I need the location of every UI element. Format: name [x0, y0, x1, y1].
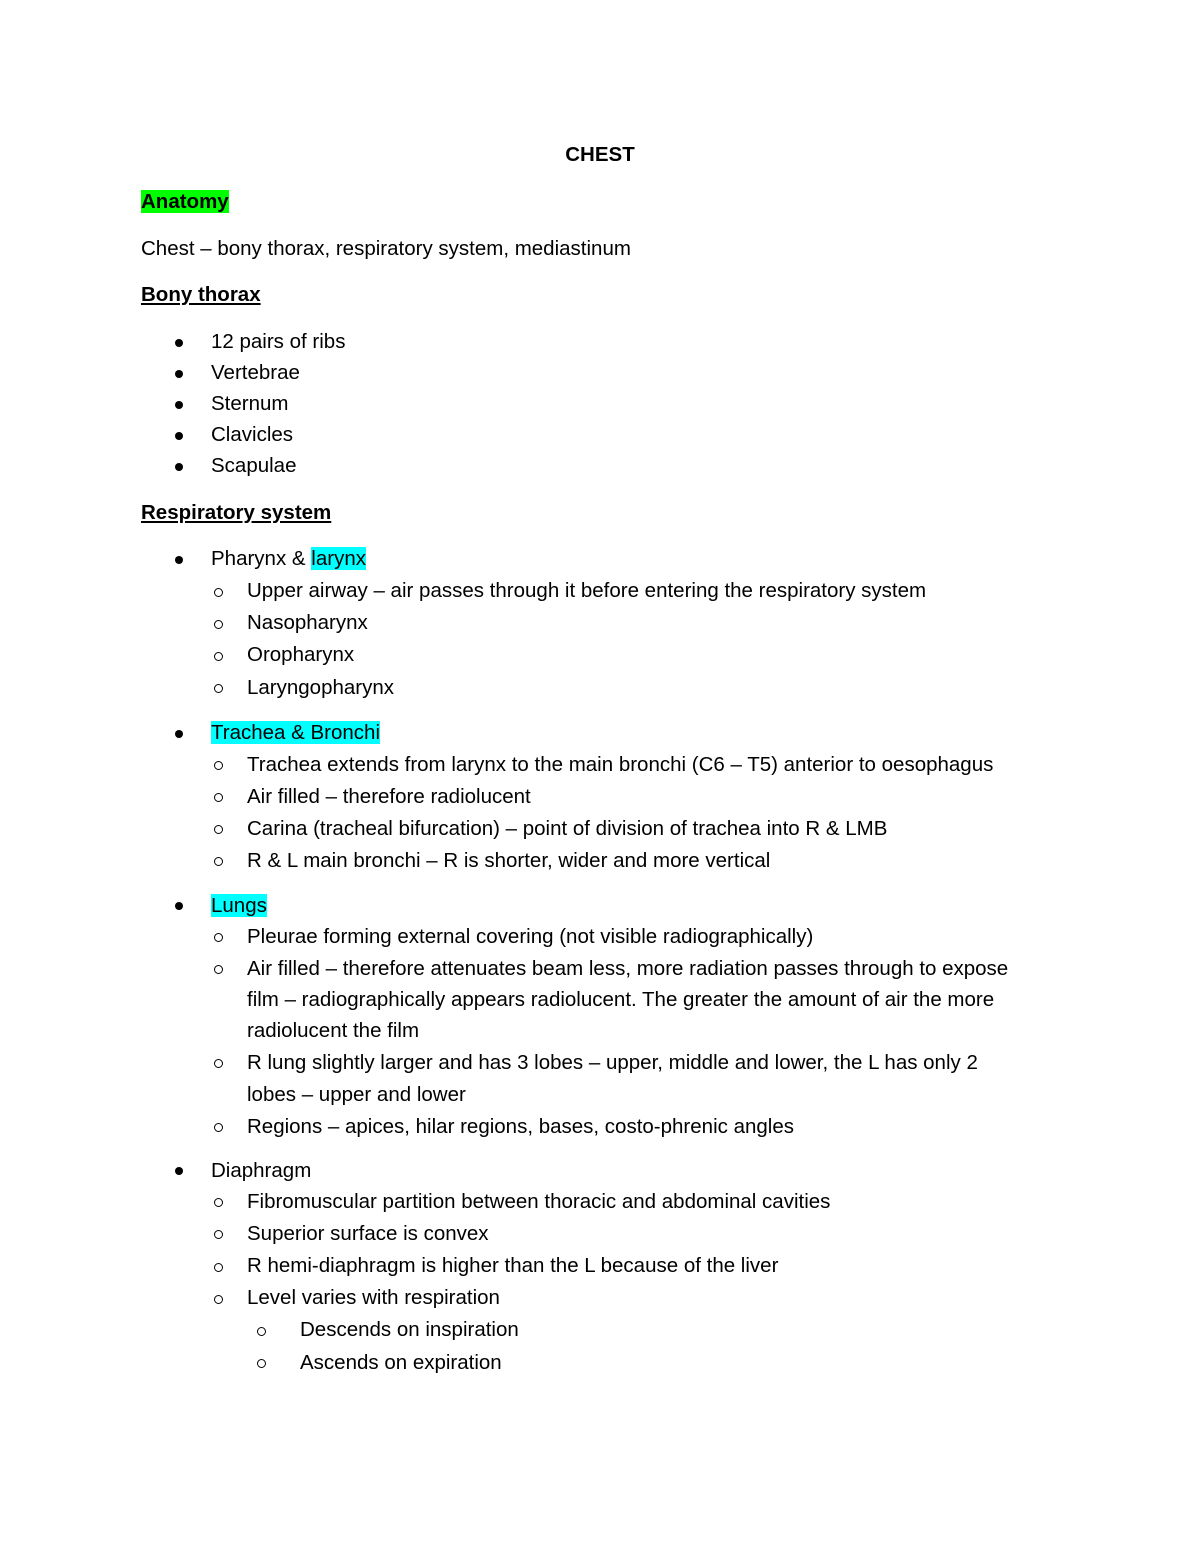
- bullet-icon: [175, 370, 183, 378]
- sub-list-item: Trachea extends from larynx to the main bronchi (C6 – T5) anterior to oesophagus: [247, 753, 994, 776]
- document-title: CHEST: [565, 143, 635, 166]
- sub-sub-list-item: Descends on inspiration: [300, 1318, 519, 1341]
- sub-list-item-line: radiolucent the film: [247, 1019, 420, 1042]
- sub-list-item: R & L main bronchi – R is shorter, wider and more vertical: [247, 849, 771, 872]
- circle-bullet-icon: [257, 1327, 266, 1336]
- circle-bullet-icon: [214, 1295, 223, 1304]
- respiratory-system-heading: Respiratory system: [141, 501, 332, 524]
- bullet-icon: [175, 463, 183, 471]
- intro-line: Chest – bony thorax, respiratory system, mediastinum: [141, 237, 631, 260]
- circle-bullet-icon: [214, 761, 223, 770]
- sub-list-item: Carina (tracheal bifurcation) – point of division of trachea into R & LMB: [247, 817, 888, 840]
- circle-bullet-icon: [214, 1123, 223, 1132]
- trachea-label: Trachea & Bronchi: [211, 721, 381, 744]
- sub-list-item: Superior surface is convex: [247, 1222, 489, 1245]
- sub-list-item: Air filled – therefore radiolucent: [247, 785, 531, 808]
- sub-list-item: Regions – apices, hilar regions, bases, costo-phrenic angles: [247, 1115, 794, 1138]
- sub-list-item: Laryngopharynx: [247, 676, 395, 699]
- larynx-label: larynx: [311, 547, 366, 570]
- list-item-pharynx: [211, 546, 366, 572]
- circle-bullet-icon: [214, 933, 223, 942]
- list-item-lungs: [211, 893, 267, 919]
- circle-bullet-icon: [214, 793, 223, 802]
- sub-list-item: Upper airway – air passes through it before entering the respiratory system: [247, 579, 927, 602]
- list-item: 12 pairs of ribs: [211, 330, 346, 353]
- circle-bullet-icon: [214, 857, 223, 866]
- circle-bullet-icon: [214, 652, 223, 661]
- circle-bullet-icon: [257, 1359, 266, 1368]
- sub-list-item: Fibromuscular partition between thoracic and abdominal cavities: [247, 1190, 831, 1213]
- sub-list-item-line: R lung slightly larger and has 3 lobes – upper, middle and lower, the L has only 2: [247, 1051, 978, 1074]
- bullet-icon: [175, 1167, 183, 1175]
- circle-bullet-icon: [214, 1059, 223, 1068]
- sub-list-item-line: film – radiographically appears radiolucent. The greater the amount of air the more: [247, 988, 995, 1011]
- bullet-icon: [175, 730, 183, 738]
- list-item: Sternum: [211, 392, 289, 415]
- circle-bullet-icon: [214, 825, 223, 834]
- sub-list-item-line: Air filled – therefore attenuates beam less, more radiation passes through to expose: [247, 957, 1009, 980]
- bullet-icon: [175, 556, 183, 564]
- sub-list-item: Oropharynx: [247, 643, 355, 666]
- bony-thorax-heading: Bony thorax: [141, 283, 261, 306]
- circle-bullet-icon: [214, 588, 223, 597]
- sub-list-item: R hemi-diaphragm is higher than the L because of the liver: [247, 1254, 779, 1277]
- sub-sub-list-item: Ascends on expiration: [300, 1351, 502, 1374]
- bullet-icon: [175, 902, 183, 910]
- circle-bullet-icon: [214, 1198, 223, 1207]
- bullet-icon: [175, 401, 183, 409]
- anatomy-heading-text: Anatomy: [141, 190, 229, 213]
- bullet-icon: [175, 432, 183, 440]
- circle-bullet-icon: [214, 620, 223, 629]
- list-item: Scapulae: [211, 454, 297, 477]
- bullet-icon: [175, 339, 183, 347]
- list-item: Clavicles: [211, 423, 294, 446]
- lungs-label: Lungs: [211, 894, 267, 917]
- sub-list-item: Nasopharynx: [247, 611, 368, 634]
- list-item-trachea: [211, 720, 380, 746]
- circle-bullet-icon: [214, 684, 223, 693]
- sub-list-item: Level varies with respiration: [247, 1286, 500, 1309]
- sub-list-item-line: lobes – upper and lower: [247, 1083, 466, 1106]
- circle-bullet-icon: [214, 1230, 223, 1239]
- list-item-diaphragm: Diaphragm: [211, 1159, 312, 1182]
- circle-bullet-icon: [214, 1263, 223, 1272]
- pharynx-label: Pharynx &: [211, 547, 312, 570]
- circle-bullet-icon: [214, 965, 223, 974]
- list-item: Vertebrae: [211, 361, 300, 384]
- sub-list-item: Pleurae forming external covering (not visible radiographically): [247, 925, 814, 948]
- anatomy-heading: [141, 189, 229, 215]
